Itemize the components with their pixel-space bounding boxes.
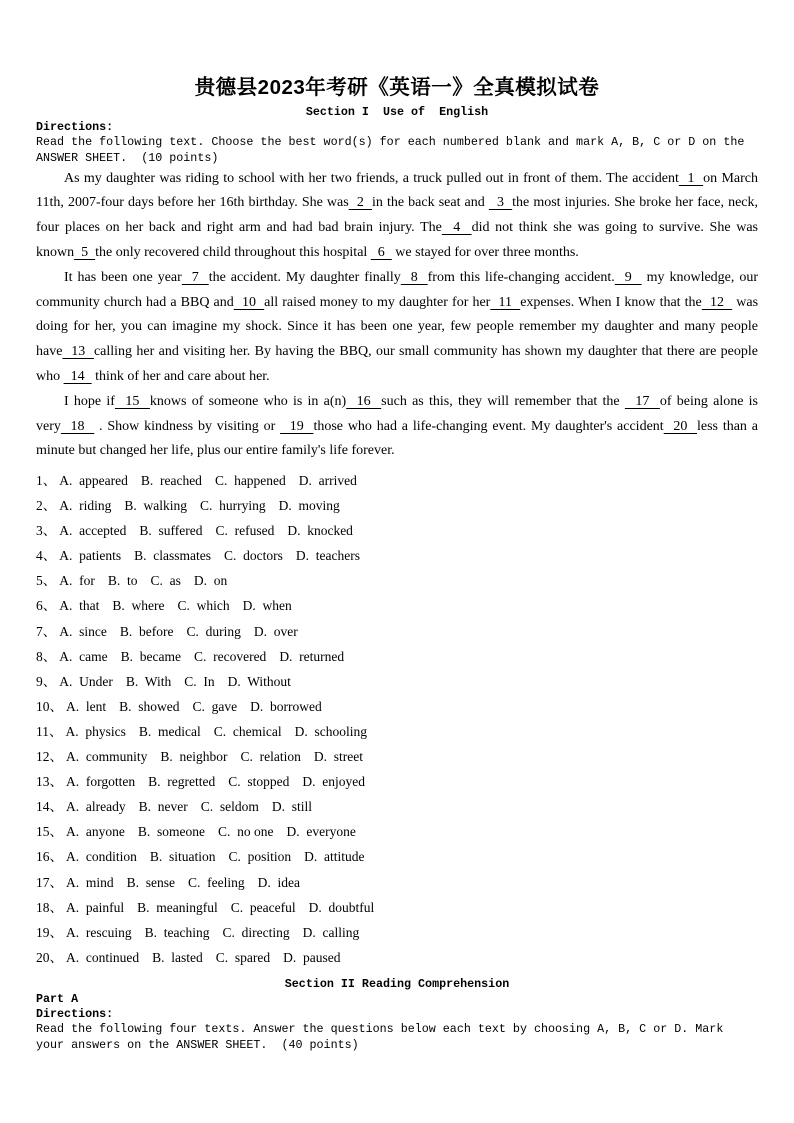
option-B: B. meaningful <box>137 899 218 915</box>
option-C: C. relation <box>240 749 301 765</box>
section2-heading: Section II Reading Comprehension <box>284 976 510 991</box>
option-C: C. refused <box>215 523 275 539</box>
cloze-paragraph-3: I hope if 15 knows of someone who is in a(n) 16 such as this, they will remember that the 17 of being alone is very 18 . Show kindness by visiting or 19 those who had a life-changing event. My daughter's accident 20 less than a minute but changed her life, plus our entire family's life forever. <box>36 394 759 459</box>
option-C: C. no one <box>217 824 274 840</box>
option-A: A. condition <box>66 849 137 865</box>
question-number: 6、 <box>36 598 57 614</box>
option-D: D. schooling <box>294 723 367 739</box>
option-A: A. forgotten <box>66 774 136 790</box>
section1-heading: Section I Use of English <box>305 105 489 119</box>
question-number: 2、 <box>36 498 57 514</box>
question-number: 15、 <box>36 824 63 840</box>
question-row <box>36 568 758 593</box>
cloze-blank: 19 <box>280 418 314 434</box>
question-row <box>36 543 758 568</box>
question-number: 20、 <box>36 949 63 965</box>
option-B: B. medical <box>138 723 201 739</box>
option-A: A. riding <box>59 498 112 514</box>
cloze-passage <box>36 167 758 464</box>
cloze-blank: 16 <box>346 394 382 410</box>
option-D: D. on <box>193 573 228 589</box>
option-B: B. reached <box>140 473 202 489</box>
cloze-blank: 12 <box>701 294 733 310</box>
cloze-paragraph-2: It has been one year 7 the accident. My daughter finally 8 from this life-changing accident. 9 my knowledge, our community church had a BBQ and 10 all raised money to my daughter for her 11 expenses. When I know that the 12 was doing for her, you can imagine my shock. Since it has been one year, few people remember my daughter and many people have 13 calling her and visiting her. By having the BBQ, our small community has shown my daughter that there are people who 14 think of her and care about her. <box>36 270 759 384</box>
question-row <box>36 819 758 844</box>
option-C: C. as <box>150 573 181 589</box>
option-C: C. peaceful <box>230 899 296 915</box>
option-B: B. situation <box>149 849 216 865</box>
question-number: 13、 <box>36 774 63 790</box>
option-C: C. hurrying <box>200 498 266 514</box>
option-A: A. rescuing <box>66 924 132 940</box>
option-A: A. Under <box>59 673 113 689</box>
option-A: A. mind <box>66 874 114 890</box>
option-D: D. arrived <box>298 473 357 489</box>
section1-directions-text: Read the following text. Choose the best word(s) for each numbered blank and mark A, B, C or D on the ANSWER SHEET. (10 points) <box>36 135 752 165</box>
option-D: D. still <box>271 799 312 815</box>
option-D: D. Without <box>227 673 291 689</box>
cloze-blank: 6 <box>370 244 392 260</box>
option-A: A. continued <box>66 949 140 965</box>
option-A: A. since <box>59 623 107 639</box>
cloze-blank: 15 <box>114 394 150 410</box>
option-B: B. to <box>107 573 138 589</box>
question-row <box>36 644 758 669</box>
option-C: C. recovered <box>193 648 267 664</box>
option-D: D. returned <box>279 648 345 664</box>
question-number: 4、 <box>36 548 57 564</box>
option-C: C. directing <box>222 924 290 940</box>
option-C: C. stopped <box>228 774 290 790</box>
option-A: A. lent <box>66 698 107 714</box>
question-number: 10、 <box>36 698 63 714</box>
option-B: B. teaching <box>144 924 210 940</box>
section1-directions-label: Directions: <box>36 120 114 134</box>
option-A: A. for <box>59 573 95 589</box>
option-D: D. everyone <box>286 824 356 840</box>
option-D: D. doubtful <box>308 899 375 915</box>
cloze-blank: 2 <box>348 195 373 211</box>
option-D: D. over <box>253 623 298 639</box>
question-list <box>36 468 758 970</box>
option-D: D. when <box>242 598 292 614</box>
question-row <box>36 593 758 618</box>
cloze-blank: 17 <box>624 394 660 410</box>
option-A: A. painful <box>66 899 125 915</box>
option-D: D. knocked <box>287 523 353 539</box>
option-D: D. borrowed <box>250 698 322 714</box>
option-D: D. idea <box>257 874 300 890</box>
cloze-blank: 13 <box>62 344 94 360</box>
question-number: 8、 <box>36 648 57 664</box>
option-B: B. walking <box>124 498 187 514</box>
question-number: 3、 <box>36 523 57 539</box>
option-A: A. anyone <box>66 824 125 840</box>
question-row <box>36 945 758 970</box>
option-A: A. that <box>59 598 100 614</box>
question-number: 14、 <box>36 799 63 815</box>
option-A: A. community <box>66 749 148 765</box>
option-C: C. chemical <box>213 723 282 739</box>
cloze-blank: 7 <box>181 270 209 286</box>
option-B: B. where <box>112 598 165 614</box>
section2-directions-text: Read the following four texts. Answer the questions below each text by choosing A, B, C or D. Mark your answers on the ANSWER SHEET. (40 points) <box>36 1022 731 1052</box>
cloze-blank: 11 <box>490 294 521 310</box>
option-B: B. sense <box>126 874 176 890</box>
cloze-paragraph-1: As my daughter was riding to school with her two friends, a truck pulled out in front of them. The accident 1 on March 11th, 2007-four days before her 16th birthday. She was 2 in the back seat and 3 the most injuries. She broke her face, neck, four places on her back and right arm and had bad brain injury. The 4 did not think she was going to survive. She was known 5 the only recovered child throughout this hospital 6 we stayed for over three months. <box>36 170 759 260</box>
option-C: C. doctors <box>224 548 283 564</box>
cloze-blank: 1 <box>678 170 704 186</box>
question-number: 18、 <box>36 899 63 915</box>
option-C: C. feeling <box>188 874 245 890</box>
option-B: B. lasted <box>152 949 203 965</box>
option-C: C. happened <box>214 473 286 489</box>
option-A: A. accepted <box>59 523 127 539</box>
option-C: C. spared <box>215 949 271 965</box>
option-B: B. classmates <box>134 548 211 564</box>
option-D: D. enjoyed <box>302 774 365 790</box>
option-C: C. which <box>177 598 230 614</box>
option-A: A. physics <box>65 723 126 739</box>
cloze-blank: 20 <box>663 418 697 434</box>
option-C: C. position <box>228 849 292 865</box>
option-A: A. already <box>66 799 126 815</box>
page-title: 贵德县2023年考研《英语一》全真模拟试卷 <box>194 76 600 99</box>
cloze-blank: 5 <box>74 244 96 260</box>
option-B: B. neighbor <box>160 749 228 765</box>
question-number: 1、 <box>36 473 57 489</box>
section2-directions-label: Directions: <box>36 1007 114 1022</box>
option-A: A. came <box>59 648 108 664</box>
question-row <box>36 468 758 493</box>
option-B: B. With <box>125 673 172 689</box>
question-row <box>36 844 758 869</box>
question-row <box>36 719 758 744</box>
cloze-blank: 9 <box>614 270 642 286</box>
option-A: A. patients <box>59 548 122 564</box>
question-row <box>36 694 758 719</box>
question-number: 11、 <box>36 723 63 739</box>
question-number: 12、 <box>36 749 63 765</box>
part-a-label: Part A <box>36 991 79 1006</box>
option-A: A. appeared <box>59 473 128 489</box>
option-D: D. street <box>313 749 363 765</box>
cloze-blank: 8 <box>400 270 428 286</box>
question-row <box>36 744 758 769</box>
option-D: D. attitude <box>304 849 365 865</box>
option-C: C. seldom <box>200 799 259 815</box>
option-B: B. showed <box>119 698 180 714</box>
cloze-blank: 18 <box>60 418 95 434</box>
option-C: C. during <box>186 623 241 639</box>
question-row <box>36 669 758 694</box>
cloze-blank: 14 <box>63 368 92 384</box>
option-B: B. someone <box>137 824 205 840</box>
question-row <box>36 920 758 945</box>
option-D: D. moving <box>278 498 340 514</box>
option-B: B. never <box>138 799 188 815</box>
question-number: 17、 <box>36 874 63 890</box>
question-number: 19、 <box>36 924 63 940</box>
question-number: 9、 <box>36 673 57 689</box>
option-B: B. regretted <box>148 774 216 790</box>
question-row <box>36 619 758 644</box>
question-number: 5、 <box>36 573 57 589</box>
cloze-blank: 3 <box>488 195 513 211</box>
cloze-blank: 10 <box>233 294 265 310</box>
question-row <box>36 895 758 920</box>
question-row <box>36 518 758 543</box>
option-B: B. suffered <box>139 523 203 539</box>
question-row <box>36 769 758 794</box>
question-row <box>36 493 758 518</box>
question-number: 16、 <box>36 849 63 865</box>
question-number: 7、 <box>36 623 57 639</box>
option-D: D. teachers <box>295 548 360 564</box>
option-D: D. paused <box>283 949 341 965</box>
option-C: C. gave <box>192 698 238 714</box>
option-B: B. before <box>119 623 174 639</box>
question-row <box>36 870 758 895</box>
option-D: D. calling <box>302 924 360 940</box>
cloze-blank: 4 <box>441 220 472 236</box>
option-B: B. became <box>120 648 181 664</box>
question-row <box>36 794 758 819</box>
option-C: C. In <box>184 673 215 689</box>
